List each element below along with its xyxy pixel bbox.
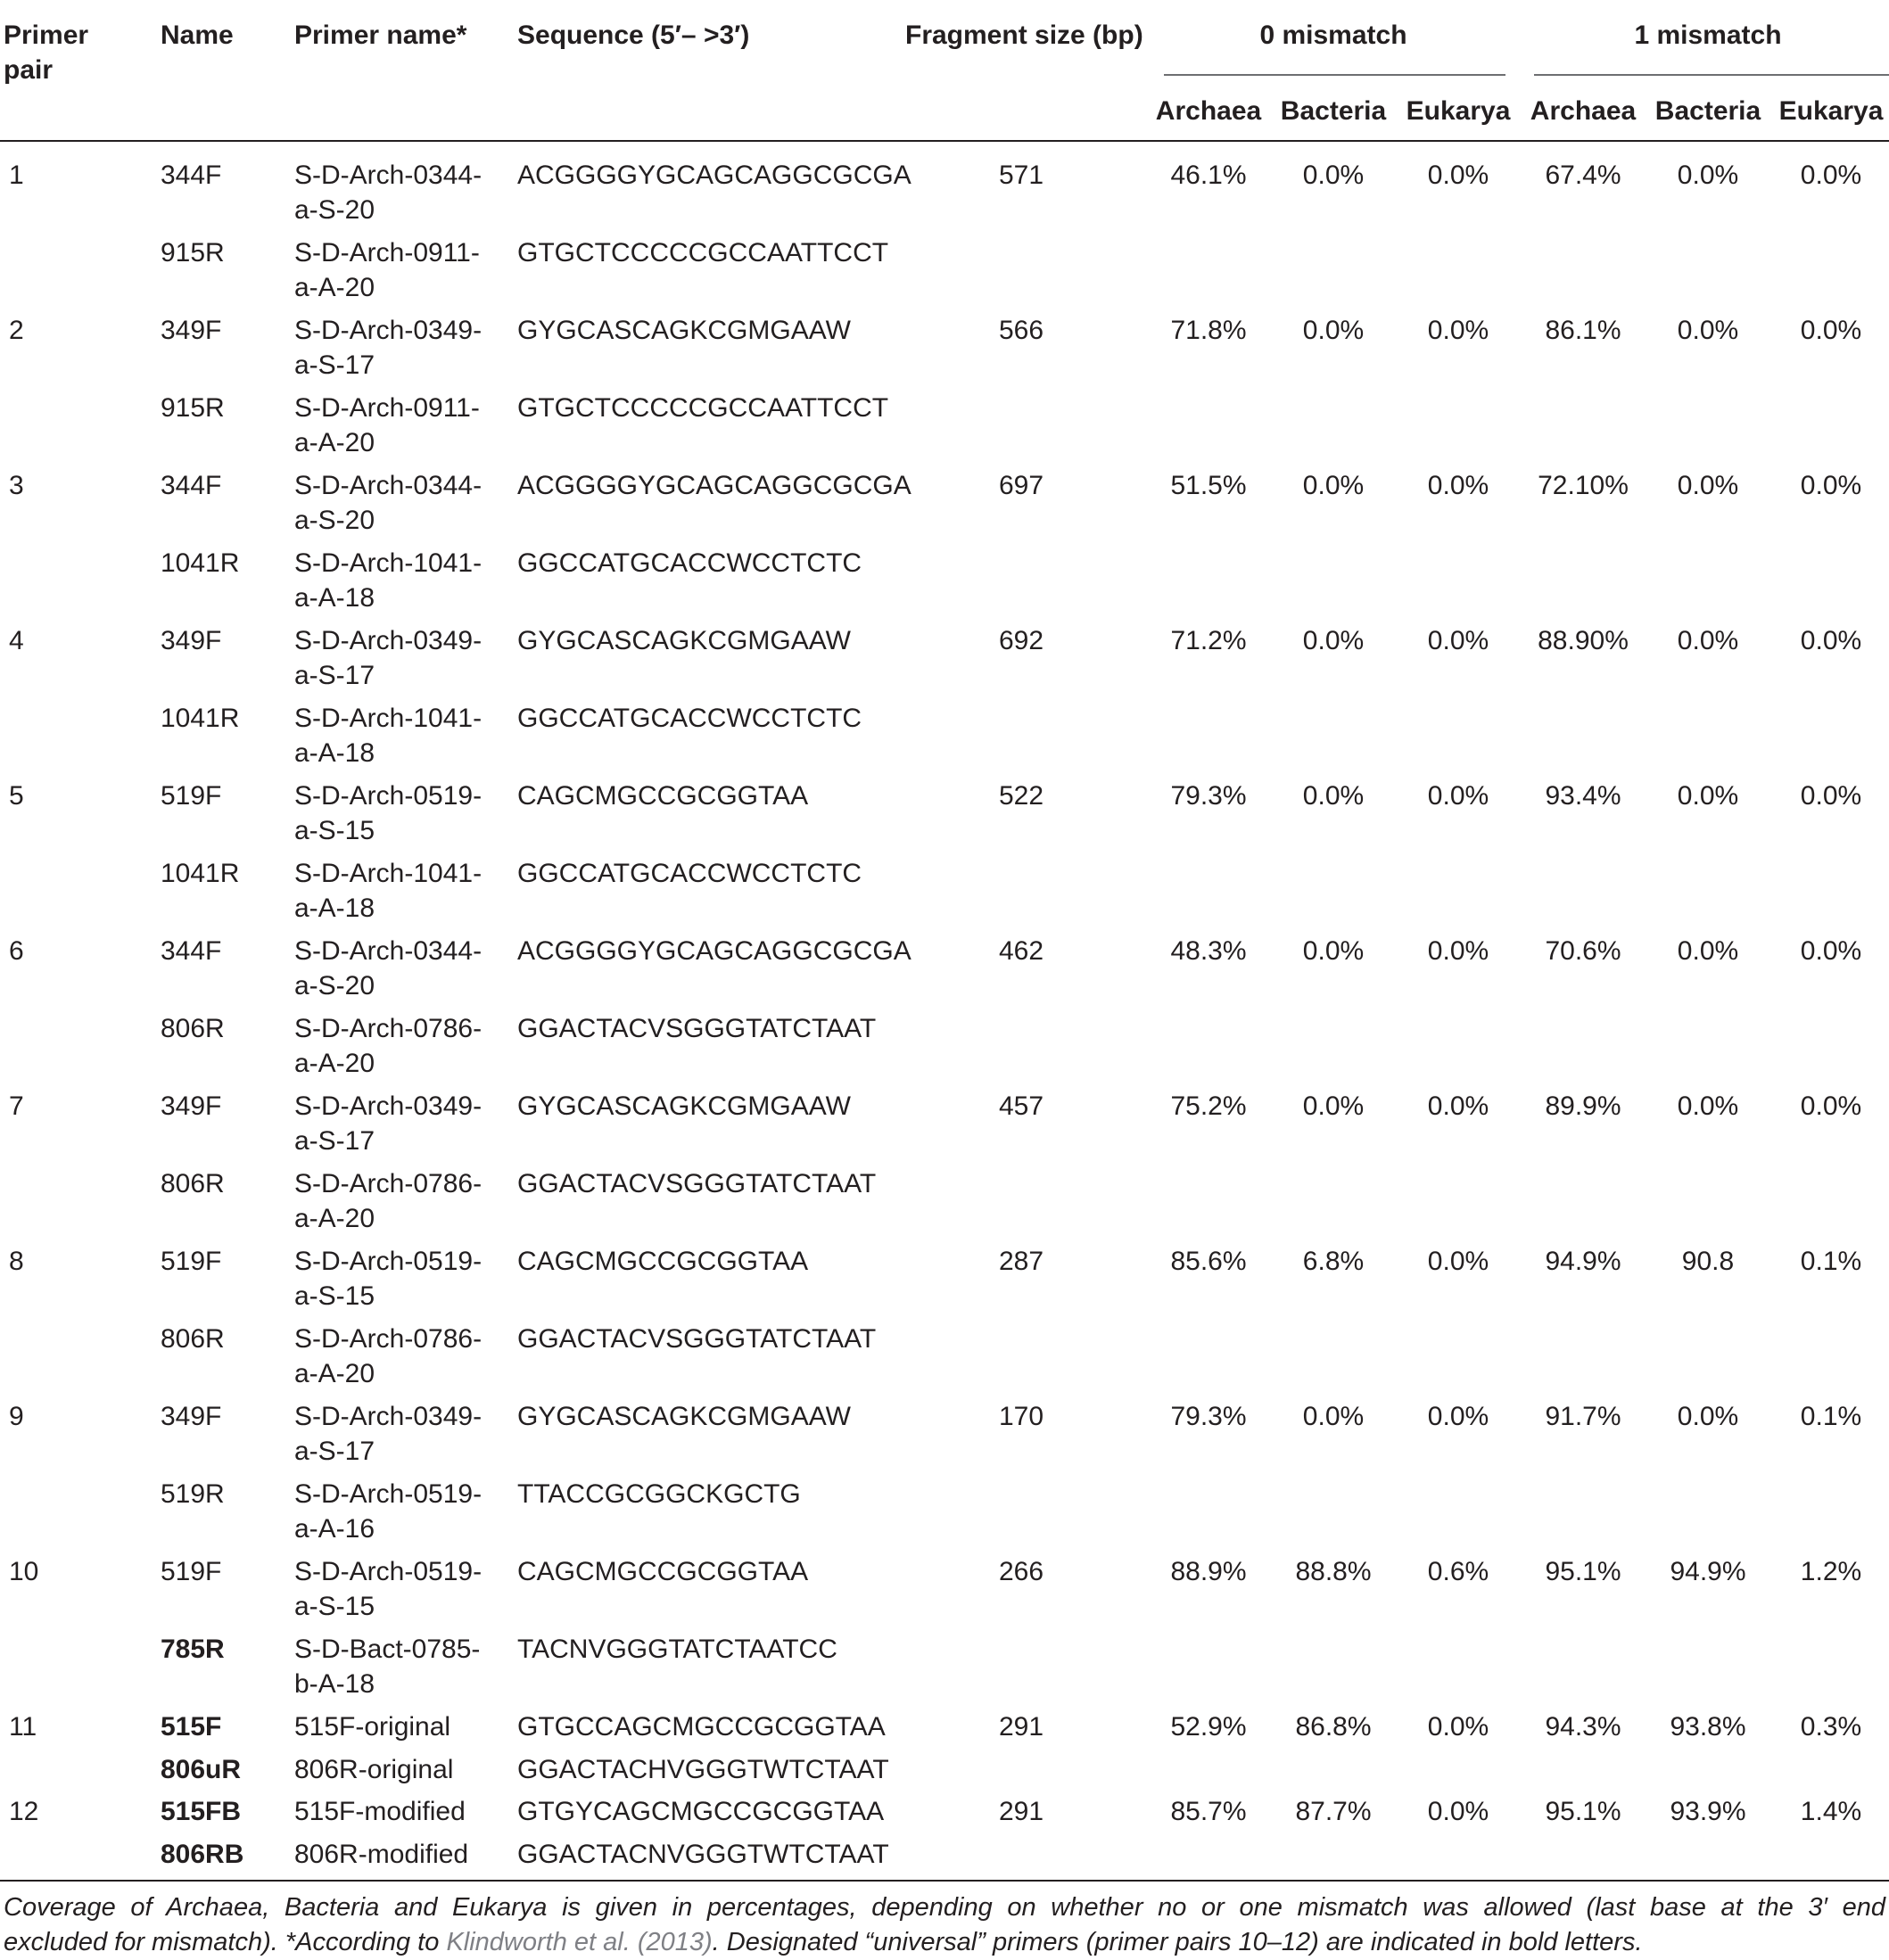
eukarya-1-cell: 0.0% xyxy=(1800,161,1862,190)
bacteria-1-cell: 0.0% xyxy=(1677,471,1739,500)
eukarya-0-cell: 0.0% xyxy=(1427,1797,1489,1826)
primer-short-name: 806RB xyxy=(161,1840,244,1869)
header-bacteria-0: Bacteria xyxy=(1280,96,1387,126)
bottom-rule xyxy=(0,1880,1889,1882)
header-bacteria-1: Bacteria xyxy=(1654,96,1761,126)
primer-name-line1: S-D-Arch-0344- xyxy=(294,471,483,500)
primer-short-name: 519F xyxy=(161,1557,222,1586)
primer-pair-cell: 11 xyxy=(9,1712,37,1742)
fragment-size-cell: 291 xyxy=(998,1712,1044,1742)
primer-short-name: 344F xyxy=(161,471,222,500)
primer-short-name: 806R xyxy=(161,1169,225,1198)
bacteria-0-cell: 0.0% xyxy=(1302,936,1365,966)
primer-name-line2: a-S-17 xyxy=(294,1126,375,1156)
fragment-size-cell: 291 xyxy=(998,1797,1044,1826)
primer-name-line1: S-D-Arch-0911- xyxy=(294,393,480,423)
sequence-cell: GGCCATGCACCWCCTCTC xyxy=(517,548,862,578)
eukarya-1-cell: 0.0% xyxy=(1800,1091,1862,1121)
eukarya-1-cell: 1.4% xyxy=(1800,1797,1862,1826)
header-sequence: Sequence (5′– >3′) xyxy=(517,21,750,50)
primer-name-line2: a-A-20 xyxy=(294,273,375,302)
bacteria-0-cell: 88.8% xyxy=(1295,1557,1372,1586)
primer-short-name: 344F xyxy=(161,161,222,190)
sequence-cell: GGCCATGCACCWCCTCTC xyxy=(517,859,862,888)
header-name: Name xyxy=(161,21,234,50)
sequence-cell: GYGCASCAGKCGMGAAW xyxy=(517,626,851,655)
eukarya-0-cell: 0.0% xyxy=(1427,936,1489,966)
bacteria-0-cell: 6.8% xyxy=(1302,1247,1365,1276)
eukarya-1-cell: 0.1% xyxy=(1800,1402,1862,1431)
archaea-1-cell: 95.1% xyxy=(1545,1557,1621,1586)
primer-name-line1: 515F-original xyxy=(294,1712,451,1742)
bacteria-0-cell: 0.0% xyxy=(1302,1402,1365,1431)
fragment-size-cell: 566 xyxy=(998,316,1044,345)
eukarya-0-cell: 0.0% xyxy=(1427,161,1489,190)
archaea-1-cell: 91.7% xyxy=(1545,1402,1621,1431)
primer-name-line1: 806R-original xyxy=(294,1755,454,1784)
primer-name-line2: a-S-17 xyxy=(294,1437,375,1466)
primer-name-line1: S-D-Arch-0349- xyxy=(294,1402,483,1431)
eukarya-0-cell: 0.0% xyxy=(1427,471,1489,500)
primer-name-line1: S-D-Arch-1041- xyxy=(294,548,483,578)
header-primer-name: Primer name* xyxy=(294,21,467,50)
fragment-size-cell: 522 xyxy=(998,781,1044,811)
sequence-cell: ACGGGGYGCAGCAGGCGCGA xyxy=(517,936,912,966)
primer-name-line2: a-A-20 xyxy=(294,428,375,457)
sequence-cell: CAGCMGCCGCGGTAA xyxy=(517,1557,809,1586)
primer-name-line2: a-A-18 xyxy=(294,738,375,768)
primer-short-name: 806R xyxy=(161,1014,225,1043)
eukarya-0-cell: 0.0% xyxy=(1427,316,1489,345)
sequence-cell: GGACTACNVGGGTWTCTAAT xyxy=(517,1840,889,1869)
eukarya-0-cell: 0.0% xyxy=(1427,626,1489,655)
archaea-0-cell: 75.2% xyxy=(1170,1091,1247,1121)
primer-name-line1: S-D-Arch-0344- xyxy=(294,161,483,190)
sequence-cell: GYGCASCAGKCGMGAAW xyxy=(517,1402,851,1431)
bacteria-0-cell: 0.0% xyxy=(1302,161,1365,190)
archaea-0-cell: 52.9% xyxy=(1170,1712,1247,1742)
eukarya-0-cell: 0.0% xyxy=(1427,1091,1489,1121)
header-archaea-0: Archaea xyxy=(1155,96,1262,126)
primer-pair-cell: 9 xyxy=(9,1402,24,1431)
sequence-cell: GGACTACHVGGGTWTCTAAT xyxy=(517,1755,889,1784)
bacteria-1-cell: 0.0% xyxy=(1677,1402,1739,1431)
primer-short-name: 349F xyxy=(161,1402,222,1431)
header-rule xyxy=(0,140,1889,142)
bacteria-0-cell: 0.0% xyxy=(1302,1091,1365,1121)
primer-name-line1: S-D-Arch-0519- xyxy=(294,1479,483,1509)
table-footnote xyxy=(4,1890,1885,1960)
primer-name-line2: a-S-17 xyxy=(294,661,375,690)
primer-name-line1: S-D-Arch-0911- xyxy=(294,238,480,268)
eukarya-1-cell: 0.0% xyxy=(1800,626,1862,655)
archaea-1-cell: 94.3% xyxy=(1545,1712,1621,1742)
bacteria-1-cell: 90.8 xyxy=(1681,1247,1735,1276)
eukarya-0-cell: 0.0% xyxy=(1427,1712,1489,1742)
primer-name-line2: a-A-20 xyxy=(294,1359,375,1388)
bacteria-1-cell: 0.0% xyxy=(1677,781,1739,811)
archaea-0-cell: 46.1% xyxy=(1170,161,1247,190)
primer-name-line2: a-S-15 xyxy=(294,816,375,845)
sequence-cell: GTGYCAGCMGCCGCGGTAA xyxy=(517,1797,885,1826)
fragment-size-cell: 462 xyxy=(998,936,1044,966)
archaea-1-cell: 70.6% xyxy=(1545,936,1621,966)
archaea-1-cell: 86.1% xyxy=(1545,316,1621,345)
fragment-size-cell: 697 xyxy=(998,471,1044,500)
sequence-cell: TACNVGGGTATCTAATCC xyxy=(517,1635,837,1664)
primer-short-name: 349F xyxy=(161,626,222,655)
fragment-size-cell: 287 xyxy=(998,1247,1044,1276)
primer-short-name: 1041R xyxy=(161,548,240,578)
sequence-cell: GGACTACVSGGGTATCTAAT xyxy=(517,1014,877,1043)
archaea-0-cell: 79.3% xyxy=(1170,1402,1247,1431)
bacteria-1-cell: 93.8% xyxy=(1670,1712,1746,1742)
bacteria-0-cell: 87.7% xyxy=(1295,1797,1372,1826)
bacteria-0-cell: 0.0% xyxy=(1302,316,1365,345)
archaea-0-cell: 51.5% xyxy=(1170,471,1247,500)
sequence-cell: GYGCASCAGKCGMGAAW xyxy=(517,316,851,345)
eukarya-1-cell: 0.3% xyxy=(1800,1712,1862,1742)
eukarya-0-cell: 0.6% xyxy=(1427,1557,1489,1586)
primer-name-line1: S-D-Arch-0349- xyxy=(294,316,483,345)
primer-name-line2: a-S-15 xyxy=(294,1592,375,1621)
archaea-0-cell: 48.3% xyxy=(1170,936,1247,966)
sequence-cell: ACGGGGYGCAGCAGGCGCGA xyxy=(517,471,912,500)
primer-short-name: 515FB xyxy=(161,1797,242,1826)
eukarya-0-cell: 0.0% xyxy=(1427,1247,1489,1276)
primer-short-name: 344F xyxy=(161,936,222,966)
primer-name-line1: S-D-Arch-0519- xyxy=(294,1247,483,1276)
primer-name-line2: a-S-20 xyxy=(294,195,375,225)
eukarya-1-cell: 0.0% xyxy=(1800,471,1862,500)
eukarya-1-cell: 0.0% xyxy=(1800,316,1862,345)
archaea-0-cell: 85.7% xyxy=(1170,1797,1247,1826)
sequence-cell: GTGCCAGCMGCCGCGGTAA xyxy=(517,1712,886,1742)
archaea-0-cell: 85.6% xyxy=(1170,1247,1247,1276)
primer-name-line1: S-D-Arch-0519- xyxy=(294,1557,483,1586)
primer-short-name: 915R xyxy=(161,393,225,423)
fragment-size-cell: 692 xyxy=(998,626,1044,655)
archaea-1-cell: 88.90% xyxy=(1538,626,1629,655)
bacteria-1-cell: 0.0% xyxy=(1677,626,1739,655)
primer-short-name: 519F xyxy=(161,1247,222,1276)
bacteria-1-cell: 0.0% xyxy=(1677,316,1739,345)
archaea-1-cell: 95.1% xyxy=(1545,1797,1621,1826)
primer-pair-cell: 2 xyxy=(9,316,24,345)
eukarya-0-cell: 0.0% xyxy=(1427,1402,1489,1431)
primer-name-line2: a-A-18 xyxy=(294,583,375,613)
fragment-size-cell: 170 xyxy=(998,1402,1044,1431)
primer-name-line1: S-D-Arch-0519- xyxy=(294,781,483,811)
primer-name-line2: a-A-16 xyxy=(294,1514,375,1544)
group-underline-0 xyxy=(1164,74,1505,76)
eukarya-0-cell: 0.0% xyxy=(1427,781,1489,811)
sequence-cell: GTGCTCCCCCGCCAATTCCT xyxy=(517,238,889,268)
primer-pair-cell: 1 xyxy=(9,161,24,190)
primer-short-name: 519R xyxy=(161,1479,225,1509)
archaea-0-cell: 79.3% xyxy=(1170,781,1247,811)
primer-short-name: 515F xyxy=(161,1712,222,1742)
primer-short-name: 519F xyxy=(161,781,222,811)
primer-pair-cell: 7 xyxy=(9,1091,24,1121)
primer-short-name: 1041R xyxy=(161,704,240,733)
group-underline-1 xyxy=(1534,74,1889,76)
primer-name-line2: a-S-20 xyxy=(294,971,375,1001)
primer-name-line1: S-D-Arch-0786- xyxy=(294,1324,483,1354)
header-primer-pair: Primer pair xyxy=(4,21,89,85)
eukarya-1-cell: 0.0% xyxy=(1800,781,1862,811)
primer-name-line1: 515F-modified xyxy=(294,1797,466,1826)
archaea-1-cell: 93.4% xyxy=(1545,781,1621,811)
eukarya-1-cell: 0.1% xyxy=(1800,1247,1862,1276)
archaea-1-cell: 89.9% xyxy=(1545,1091,1621,1121)
bacteria-1-cell: 0.0% xyxy=(1677,936,1739,966)
archaea-0-cell: 71.2% xyxy=(1170,626,1247,655)
primer-pair-cell: 10 xyxy=(9,1557,39,1586)
sequence-cell: GGACTACVSGGGTATCTAAT xyxy=(517,1169,877,1198)
primer-short-name: 1041R xyxy=(161,859,240,888)
archaea-1-cell: 72.10% xyxy=(1538,471,1629,500)
eukarya-1-cell: 0.0% xyxy=(1800,936,1862,966)
bacteria-0-cell: 0.0% xyxy=(1302,781,1365,811)
archaea-0-cell: 71.8% xyxy=(1170,316,1247,345)
primer-name-line2: b-A-18 xyxy=(294,1669,375,1699)
header-1-mismatch: 1 mismatch xyxy=(1634,21,1782,50)
primer-name-line2: a-A-20 xyxy=(294,1049,375,1078)
bacteria-1-cell: 93.9% xyxy=(1670,1797,1746,1826)
primer-name-line1: S-D-Arch-1041- xyxy=(294,704,483,733)
sequence-cell: GTGCTCCCCCGCCAATTCCT xyxy=(517,393,889,423)
sequence-cell: GGACTACVSGGGTATCTAAT xyxy=(517,1324,877,1354)
primer-short-name: 349F xyxy=(161,1091,222,1121)
header-eukarya-1: Eukarya xyxy=(1778,96,1884,126)
archaea-1-cell: 94.9% xyxy=(1545,1247,1621,1276)
fragment-size-cell: 571 xyxy=(998,161,1044,190)
primer-pair-cell: 5 xyxy=(9,781,24,811)
header-archaea-1: Archaea xyxy=(1530,96,1637,126)
primer-name-line2: a-S-15 xyxy=(294,1281,375,1311)
bacteria-1-cell: 0.0% xyxy=(1677,1091,1739,1121)
bacteria-1-cell: 94.9% xyxy=(1670,1557,1746,1586)
bacteria-0-cell: 86.8% xyxy=(1295,1712,1372,1742)
primer-name-line2: a-S-20 xyxy=(294,506,375,535)
primer-pair-cell: 6 xyxy=(9,936,24,966)
sequence-cell: GGCCATGCACCWCCTCTC xyxy=(517,704,862,733)
bacteria-1-cell: 0.0% xyxy=(1677,161,1739,190)
primer-name-line1: S-D-Arch-0349- xyxy=(294,1091,483,1121)
bacteria-0-cell: 0.0% xyxy=(1302,626,1365,655)
primer-pair-cell: 8 xyxy=(9,1247,24,1276)
sequence-cell: GYGCASCAGKCGMGAAW xyxy=(517,1091,851,1121)
header-fragment-size: Fragment size (bp) xyxy=(905,21,1143,50)
primer-short-name: 806R xyxy=(161,1324,225,1354)
sequence-cell: CAGCMGCCGCGGTAA xyxy=(517,781,809,811)
footnote-line2: excluded for mismatch). *According to Klindworth et al. (2013). Designated “universal” primers (primer pairs 10–12) are indicated in bold letters. xyxy=(4,1928,1643,1956)
header-0-mismatch: 0 mismatch xyxy=(1259,21,1407,50)
primer-pair-cell: 3 xyxy=(9,471,24,500)
fragment-size-cell: 457 xyxy=(998,1091,1044,1121)
primer-short-name: 915R xyxy=(161,238,225,268)
header-eukarya-0: Eukarya xyxy=(1406,96,1511,126)
primer-name-line1: S-D-Arch-0349- xyxy=(294,626,483,655)
sequence-cell: ACGGGGYGCAGCAGGCGCGA xyxy=(517,161,912,190)
primer-name-line1: S-D-Arch-1041- xyxy=(294,859,483,888)
primer-pair-cell: 12 xyxy=(9,1797,39,1826)
archaea-0-cell: 88.9% xyxy=(1170,1557,1247,1586)
primer-short-name: 785R xyxy=(161,1635,225,1664)
primer-name-line2: a-A-20 xyxy=(294,1204,375,1233)
primer-name-line1: S-D-Arch-0786- xyxy=(294,1014,483,1043)
fragment-size-cell: 266 xyxy=(998,1557,1044,1586)
primer-name-line1: 806R-modified xyxy=(294,1840,469,1869)
primer-name-line2: a-S-17 xyxy=(294,350,375,380)
sequence-cell: CAGCMGCCGCGGTAA xyxy=(517,1247,809,1276)
primer-name-line2: a-A-18 xyxy=(294,894,375,923)
primer-name-line1: S-D-Bact-0785- xyxy=(294,1635,481,1664)
eukarya-1-cell: 1.2% xyxy=(1800,1557,1862,1586)
archaea-1-cell: 67.4% xyxy=(1545,161,1621,190)
bacteria-0-cell: 0.0% xyxy=(1302,471,1365,500)
primer-name-line1: S-D-Arch-0786- xyxy=(294,1169,483,1198)
footnote-line1: Coverage of Archaea, Bacteria and Eukarya is given in percentages, depending on whether no or one mismatch was allowed (last base at the 3′ end xyxy=(4,1893,1885,1922)
primer-name-line1: S-D-Arch-0344- xyxy=(294,936,483,966)
citation-link[interactable]: Klindworth et al. (2013) xyxy=(446,1928,713,1956)
primer-short-name: 349F xyxy=(161,316,222,345)
primer-short-name: 806uR xyxy=(161,1755,242,1784)
sequence-cell: TTACCGCGGCKGCTG xyxy=(517,1479,801,1509)
primer-pair-cell: 4 xyxy=(9,626,24,655)
